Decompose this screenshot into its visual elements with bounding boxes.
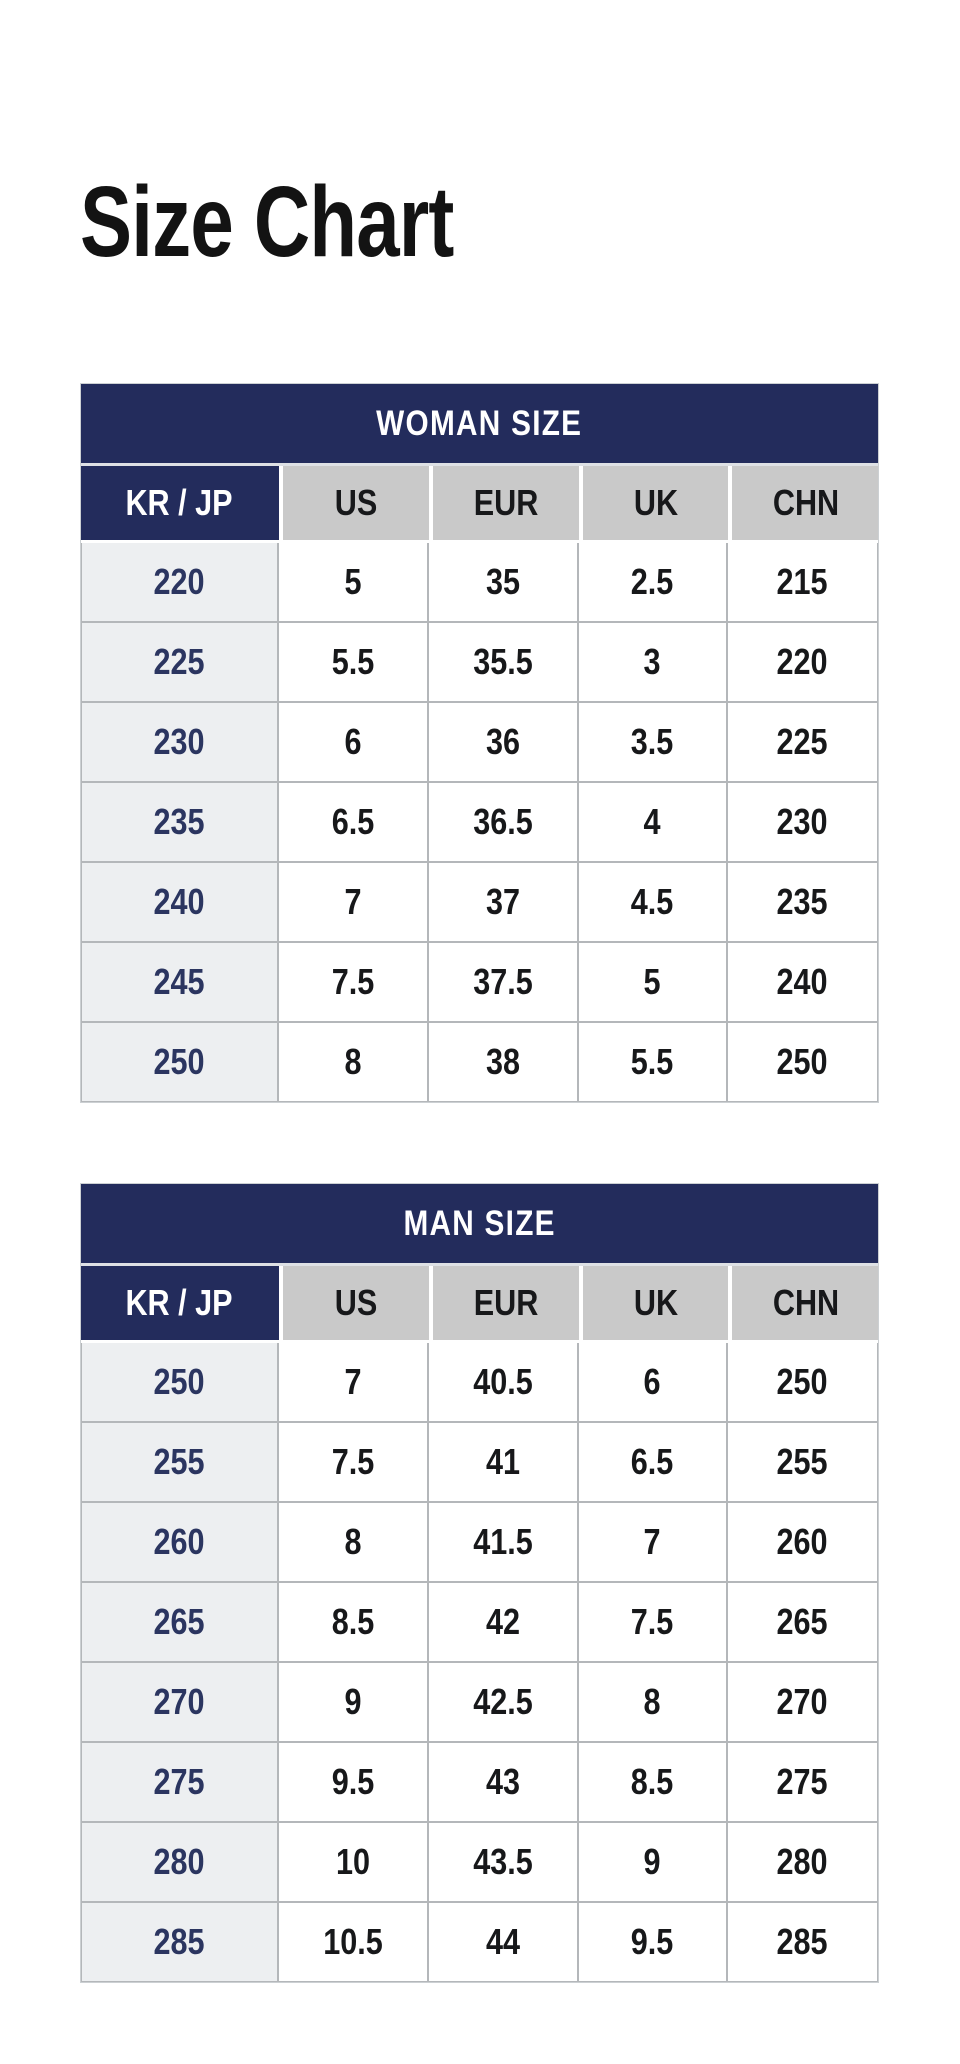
- size-value-cell: [429, 1903, 579, 1983]
- page-title: [80, 166, 559, 278]
- column-header: [579, 1266, 728, 1343]
- size-value-cell: [429, 1503, 579, 1583]
- corner-header: [80, 1266, 279, 1343]
- size-value-cell: [279, 1423, 429, 1503]
- column-header-label: CHN: [772, 482, 839, 523]
- column-header: [728, 1266, 879, 1343]
- corner-header-label: KR / JP: [125, 1282, 234, 1323]
- size-value-cell: [728, 543, 879, 623]
- size-value-cell-label: 9: [643, 1841, 662, 1882]
- size-value-cell-label: 5: [643, 961, 662, 1002]
- size-value-cell: [579, 1743, 728, 1823]
- table-title: MAN SIZE: [403, 1203, 556, 1243]
- size-value-cell-label: 9.5: [631, 1921, 674, 1962]
- size-value-cell-label: 2.5: [631, 561, 674, 602]
- size-value-cell: [279, 1023, 429, 1103]
- size-value-cell-label: 6: [643, 1361, 662, 1402]
- row-key-cell: [80, 1583, 279, 1663]
- size-value-cell: [728, 1343, 879, 1423]
- size-value-cell: [579, 1583, 728, 1663]
- column-header: [279, 466, 429, 543]
- row-key-cell: [80, 863, 279, 943]
- size-value-cell: [279, 1903, 429, 1983]
- column-header: [279, 1266, 429, 1343]
- size-value-cell: [579, 1663, 728, 1743]
- size-value-cell: [279, 703, 429, 783]
- size-value-cell: [579, 1023, 728, 1103]
- size-value-cell: [728, 943, 879, 1023]
- size-value-cell: [728, 623, 879, 703]
- size-value-cell: [429, 703, 579, 783]
- size-value-cell-label: 4.5: [631, 881, 674, 922]
- size-value-cell: [728, 703, 879, 783]
- size-value-cell-label: 230: [776, 801, 829, 842]
- size-value-cell: [728, 863, 879, 943]
- size-value-cell-label: 10: [335, 1841, 371, 1882]
- column-header: [728, 466, 879, 543]
- size-value-cell-label: 6.5: [631, 1441, 674, 1482]
- size-value-cell: [429, 1583, 579, 1663]
- size-value-cell: [279, 943, 429, 1023]
- row-key-cell: [80, 1663, 279, 1743]
- row-key-cell-label: 240: [153, 881, 206, 922]
- column-header-label: UK: [633, 482, 678, 523]
- size-value-cell-label: 285: [776, 1921, 829, 1962]
- size-value-cell-label: 8.5: [631, 1761, 674, 1802]
- size-value-cell: [579, 623, 728, 703]
- size-value-cell-label: 4: [643, 801, 662, 842]
- corner-header-label: KR / JP: [125, 482, 234, 523]
- column-header-label: US: [334, 482, 378, 523]
- size-value-cell-label: 43: [485, 1761, 521, 1802]
- size-value-cell: [728, 1503, 879, 1583]
- size-value-cell-label: 8: [344, 1041, 362, 1082]
- row-key-cell-label: 270: [153, 1681, 206, 1722]
- size-value-cell-label: 6.5: [331, 801, 375, 842]
- size-value-cell: [579, 703, 728, 783]
- size-value-cell-label: 220: [776, 641, 829, 682]
- size-value-cell: [279, 543, 429, 623]
- column-header-label: CHN: [772, 1282, 839, 1323]
- size-value-cell: [579, 863, 728, 943]
- column-header-label: US: [334, 1282, 378, 1323]
- size-value-cell-label: 240: [776, 961, 829, 1002]
- size-value-cell: [279, 1503, 429, 1583]
- column-header: [429, 466, 579, 543]
- size-value-cell-label: 42.5: [473, 1681, 533, 1722]
- size-value-cell-label: 37: [485, 881, 521, 922]
- size-value-cell-label: 41: [485, 1441, 521, 1482]
- size-value-cell: [279, 783, 429, 863]
- size-value-cell-label: 250: [776, 1361, 829, 1402]
- size-grid: [80, 466, 879, 1103]
- size-value-cell-label: 8: [643, 1681, 662, 1722]
- size-value-cell: [728, 1823, 879, 1903]
- size-value-cell: [579, 783, 728, 863]
- size-value-cell-label: 280: [776, 1841, 829, 1882]
- row-key-cell: [80, 1903, 279, 1983]
- row-key-cell-label: 245: [153, 961, 206, 1002]
- size-value-cell: [429, 623, 579, 703]
- size-value-cell-label: 10.5: [323, 1921, 383, 1962]
- size-value-cell-label: 255: [776, 1441, 829, 1482]
- row-key-cell: [80, 703, 279, 783]
- size-value-cell: [579, 1823, 728, 1903]
- row-key-cell-label: 230: [153, 721, 206, 762]
- size-value-cell-label: 9.5: [331, 1761, 375, 1802]
- size-value-cell: [429, 783, 579, 863]
- size-value-cell-label: 9: [344, 1681, 362, 1722]
- size-value-cell-label: 260: [776, 1521, 829, 1562]
- size-value-cell: [429, 943, 579, 1023]
- size-value-cell-label: 8.5: [331, 1601, 375, 1642]
- row-key-cell-label: 250: [153, 1361, 206, 1402]
- size-value-cell: [429, 1423, 579, 1503]
- size-value-cell: [579, 543, 728, 623]
- size-value-cell-label: 3.5: [631, 721, 674, 762]
- size-grid: [80, 1266, 879, 1983]
- row-key-cell: [80, 623, 279, 703]
- size-value-cell-label: 215: [776, 561, 829, 602]
- size-value-cell-label: 44: [485, 1921, 521, 1962]
- size-value-cell: [579, 1343, 728, 1423]
- size-value-cell-label: 35: [485, 561, 521, 602]
- size-value-cell-label: 42: [485, 1601, 521, 1642]
- size-value-cell-label: 235: [776, 881, 829, 922]
- row-key-cell: [80, 1423, 279, 1503]
- size-value-cell: [579, 1503, 728, 1583]
- size-value-cell-label: 35.5: [473, 641, 533, 682]
- size-value-cell-label: 7.5: [331, 961, 375, 1002]
- size-value-cell: [279, 1823, 429, 1903]
- row-key-cell-label: 275: [153, 1761, 206, 1802]
- size-value-cell-label: 40.5: [473, 1361, 533, 1402]
- size-value-cell-label: 36: [485, 721, 521, 762]
- column-header-label: EUR: [473, 1282, 539, 1323]
- size-value-cell-label: 250: [776, 1041, 829, 1082]
- size-value-cell: [279, 1583, 429, 1663]
- size-value-cell-label: 3: [643, 641, 662, 682]
- size-table-woman-size: [80, 383, 879, 1103]
- row-key-cell: [80, 1503, 279, 1583]
- size-value-cell-label: 7.5: [631, 1601, 674, 1642]
- row-key-cell: [80, 1823, 279, 1903]
- row-key-cell: [80, 1743, 279, 1823]
- size-value-cell-label: 265: [776, 1601, 829, 1642]
- size-value-cell-label: 7: [344, 881, 362, 922]
- row-key-cell-label: 255: [153, 1441, 206, 1482]
- size-value-cell: [579, 1903, 728, 1983]
- size-value-cell-label: 8: [344, 1521, 362, 1562]
- row-key-cell: [80, 943, 279, 1023]
- size-value-cell: [429, 1343, 579, 1423]
- size-value-cell: [429, 1023, 579, 1103]
- size-value-cell: [728, 1903, 879, 1983]
- row-key-cell-label: 265: [153, 1601, 206, 1642]
- row-key-cell: [80, 543, 279, 623]
- row-key-cell-label: 235: [153, 801, 206, 842]
- row-key-cell-label: 250: [153, 1041, 206, 1082]
- size-value-cell: [279, 863, 429, 943]
- row-key-cell: [80, 1343, 279, 1423]
- size-value-cell-label: 6: [344, 721, 362, 762]
- size-value-cell-label: 7: [344, 1361, 362, 1402]
- table-title-bar: [80, 1183, 879, 1266]
- size-value-cell: [429, 1743, 579, 1823]
- size-table-man-size: [80, 1183, 879, 1983]
- size-value-cell: [429, 543, 579, 623]
- size-value-cell-label: 36.5: [473, 801, 533, 842]
- size-value-cell-label: 37.5: [473, 961, 533, 1002]
- size-value-cell: [728, 1583, 879, 1663]
- row-key-cell: [80, 1023, 279, 1103]
- row-key-cell-label: 280: [153, 1841, 206, 1882]
- row-key-cell: [80, 783, 279, 863]
- size-value-cell: [429, 1663, 579, 1743]
- size-value-cell-label: 5: [344, 561, 362, 602]
- size-value-cell: [579, 1423, 728, 1503]
- size-value-cell-label: 7: [643, 1521, 662, 1562]
- column-header-label: UK: [633, 1282, 678, 1323]
- size-value-cell: [728, 1743, 879, 1823]
- size-value-cell: [728, 1663, 879, 1743]
- size-value-cell: [728, 783, 879, 863]
- size-value-cell-label: 270: [776, 1681, 829, 1722]
- size-value-cell-label: 275: [776, 1761, 829, 1802]
- size-value-cell: [728, 1023, 879, 1103]
- size-value-cell-label: 43.5: [473, 1841, 533, 1882]
- size-value-cell: [429, 863, 579, 943]
- row-key-cell-label: 285: [153, 1921, 206, 1962]
- size-value-cell: [279, 623, 429, 703]
- row-key-cell-label: 225: [153, 641, 206, 682]
- size-value-cell-label: 38: [485, 1041, 521, 1082]
- size-value-cell: [279, 1743, 429, 1823]
- size-value-cell: [279, 1663, 429, 1743]
- table-title: WOMAN SIZE: [376, 403, 583, 443]
- size-value-cell: [579, 943, 728, 1023]
- table-title-bar: [80, 383, 879, 466]
- size-value-cell: [728, 1423, 879, 1503]
- page-title-text: Size Chart: [80, 166, 454, 278]
- row-key-cell-label: 260: [153, 1521, 206, 1562]
- size-value-cell-label: 41.5: [473, 1521, 533, 1562]
- size-value-cell-label: 225: [776, 721, 829, 762]
- column-header: [579, 466, 728, 543]
- size-value-cell: [279, 1343, 429, 1423]
- size-value-cell-label: 5.5: [631, 1041, 674, 1082]
- size-value-cell-label: 5.5: [331, 641, 375, 682]
- column-header: [429, 1266, 579, 1343]
- corner-header: [80, 466, 279, 543]
- size-value-cell-label: 7.5: [331, 1441, 375, 1482]
- row-key-cell-label: 220: [153, 561, 206, 602]
- size-value-cell: [429, 1823, 579, 1903]
- column-header-label: EUR: [473, 482, 539, 523]
